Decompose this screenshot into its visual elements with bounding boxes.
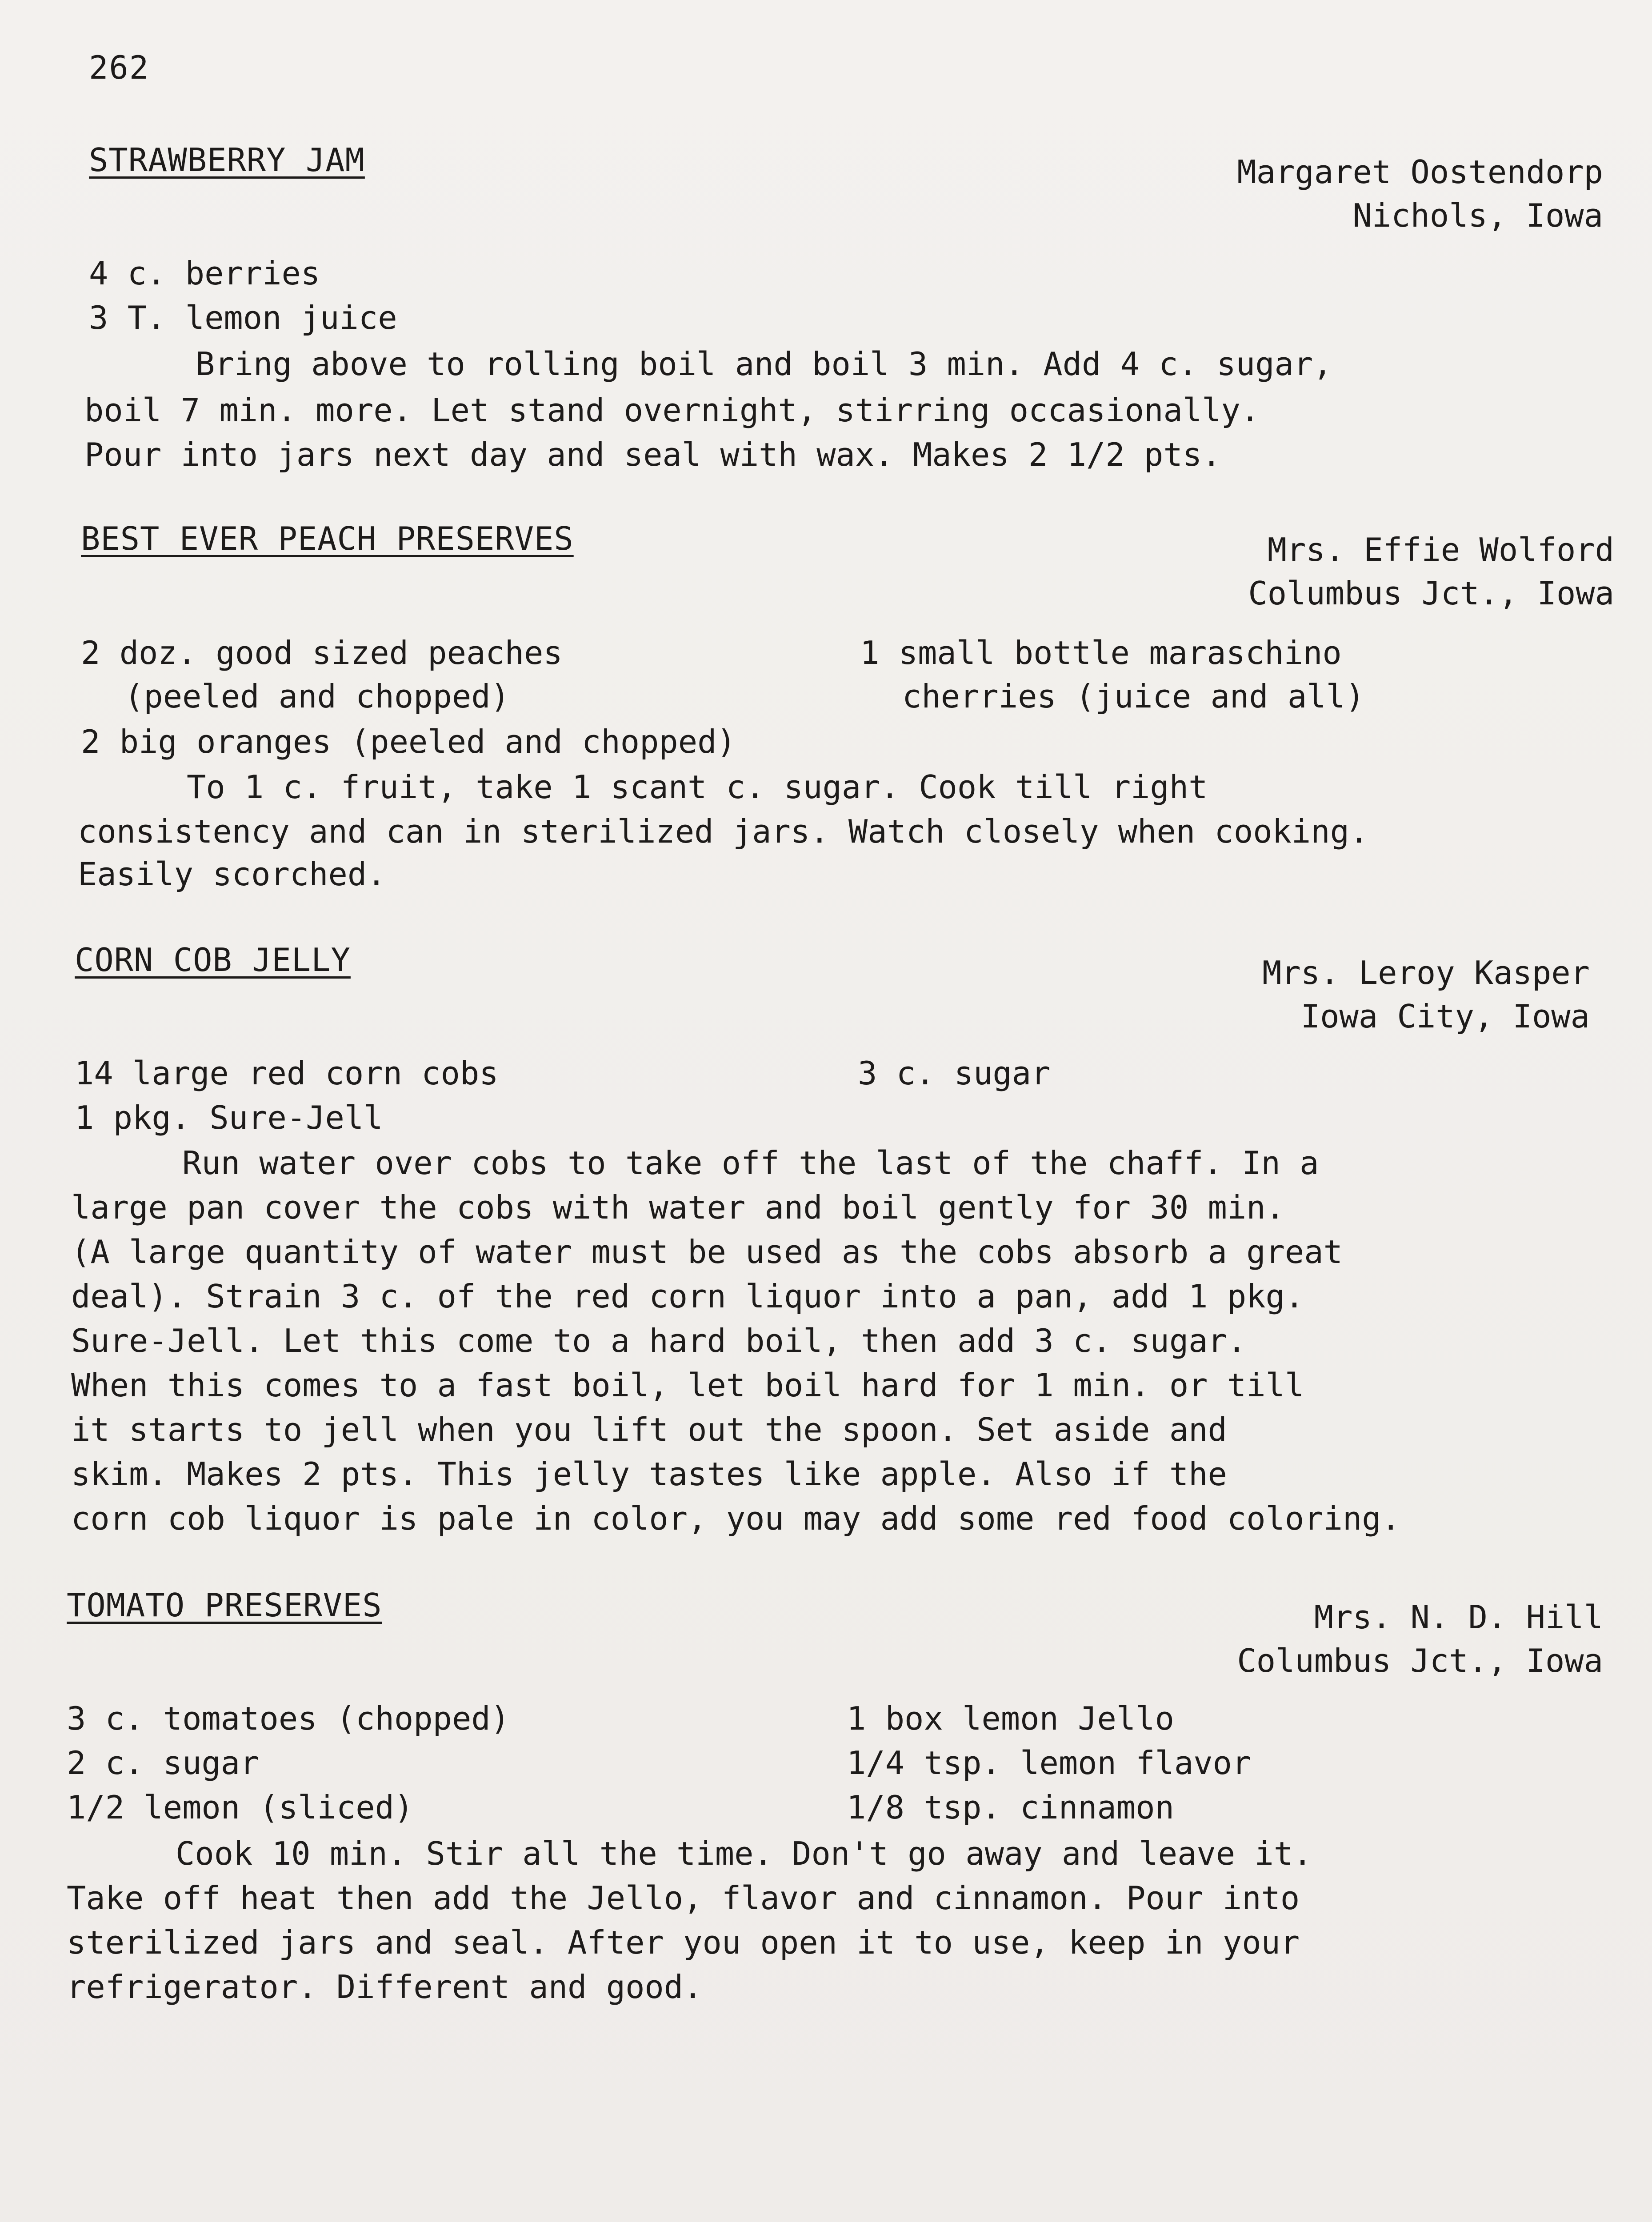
ingredient: 2 doz. good sized peaches	[81, 634, 563, 671]
recipe-contributor	[1237, 150, 1603, 237]
direction-line: deal). Strain 3 c. of the red corn liquor into a pan, add 1 pkg.	[71, 1278, 1304, 1315]
recipe-contributor	[1237, 1595, 1603, 1682]
direction-line: sterilized jars and seal. After you open it to use, keep in your	[67, 1924, 1300, 1961]
direction-line: consistency and can in sterilized jars. Watch closely when cooking.	[78, 813, 1369, 850]
contributor-name: Mrs. Effie Wolford	[1267, 531, 1614, 568]
ingredient: 1 pkg. Sure-Jell	[75, 1099, 383, 1136]
ingredient: 1 box lemon Jello	[847, 1700, 1174, 1737]
direction-line: Cook 10 min. Stir all the time. Don't go away and leave it.	[176, 1835, 1312, 1872]
direction-line: boil 7 min. more. Let stand overnight, stirring occasionally.	[84, 392, 1260, 429]
direction-line: To 1 c. fruit, take 1 scant c. sugar. Cook till right	[187, 768, 1208, 806]
direction-line: Run water over cobs to take off the last of the chaff. In a	[182, 1144, 1319, 1182]
contributor-place: Columbus Jct., Iowa	[1248, 575, 1614, 612]
ingredient: 1 small bottle maraschino	[860, 634, 1342, 671]
contributor-place: Nichols, Iowa	[1352, 197, 1603, 234]
recipe-contributor	[1248, 528, 1614, 615]
direction-line: Sure-Jell. Let this come to a hard boil, then add 3 c. sugar.	[71, 1322, 1247, 1359]
ingredient: 4 c. berries	[89, 255, 320, 292]
ingredient: 2 big oranges (peeled and chopped)	[81, 723, 736, 760]
ingredient: 1/4 tsp. lemon flavor	[847, 1744, 1252, 1782]
recipe-title: BEST EVER PEACH PRESERVES	[81, 520, 574, 557]
recipe-title: STRAWBERRY JAM	[89, 141, 365, 179]
ingredient: 2 c. sugar	[67, 1744, 260, 1782]
ingredient: 3 T. lemon juice	[89, 299, 397, 336]
direction-line: Take off heat then add the Jello, flavor and cinnamon. Pour into	[67, 1879, 1300, 1917]
contributor-name: Margaret Oostendorp	[1237, 153, 1603, 191]
contributor-place: Columbus Jct., Iowa	[1237, 1642, 1603, 1679]
contributor-name: Mrs. Leroy Kasper	[1262, 954, 1590, 991]
ingredient: cherries (juice and all)	[902, 678, 1365, 715]
contributor-place: Iowa City, Iowa	[1300, 998, 1590, 1035]
direction-line: Easily scorched.	[78, 855, 386, 893]
direction-line: Bring above to rolling boil and boil 3 min. Add 4 c. sugar,	[196, 345, 1332, 383]
direction-line: Pour into jars next day and seal with wax. Makes 2 1/2 pts.	[84, 436, 1221, 473]
page-number: 262	[89, 49, 150, 86]
direction-line: large pan cover the cobs with water and boil gently for 30 min.	[71, 1189, 1285, 1226]
direction-line: skim. Makes 2 pts. This jelly tastes like apple. Also if the	[71, 1455, 1227, 1493]
direction-line: it starts to jell when you lift out the spoon. Set aside and	[71, 1411, 1227, 1448]
ingredient: 1/2 lemon (sliced)	[67, 1789, 414, 1826]
direction-line: (A large quantity of water must be used as the cobs absorb a great	[71, 1233, 1343, 1271]
ingredient: 3 c. tomatoes (chopped)	[67, 1700, 510, 1737]
recipe-title: CORN COB JELLY	[75, 941, 351, 979]
direction-line: When this comes to a fast boil, let boil hard for 1 min. or till	[71, 1367, 1304, 1404]
ingredient: 1/8 tsp. cinnamon	[847, 1789, 1174, 1826]
ingredient: 14 large red corn cobs	[75, 1055, 499, 1092]
ingredient: (peeled and chopped)	[124, 678, 510, 715]
recipe-contributor	[1262, 951, 1590, 1038]
direction-line: refrigerator. Different and good.	[67, 1968, 703, 2006]
ingredient: 3 c. sugar	[858, 1055, 1051, 1092]
recipe-title: TOMATO PRESERVES	[67, 1587, 382, 1624]
contributor-name: Mrs. N. D. Hill	[1314, 1599, 1603, 1636]
direction-line: corn cob liquor is pale in color, you may add some red food coloring.	[71, 1500, 1400, 1537]
